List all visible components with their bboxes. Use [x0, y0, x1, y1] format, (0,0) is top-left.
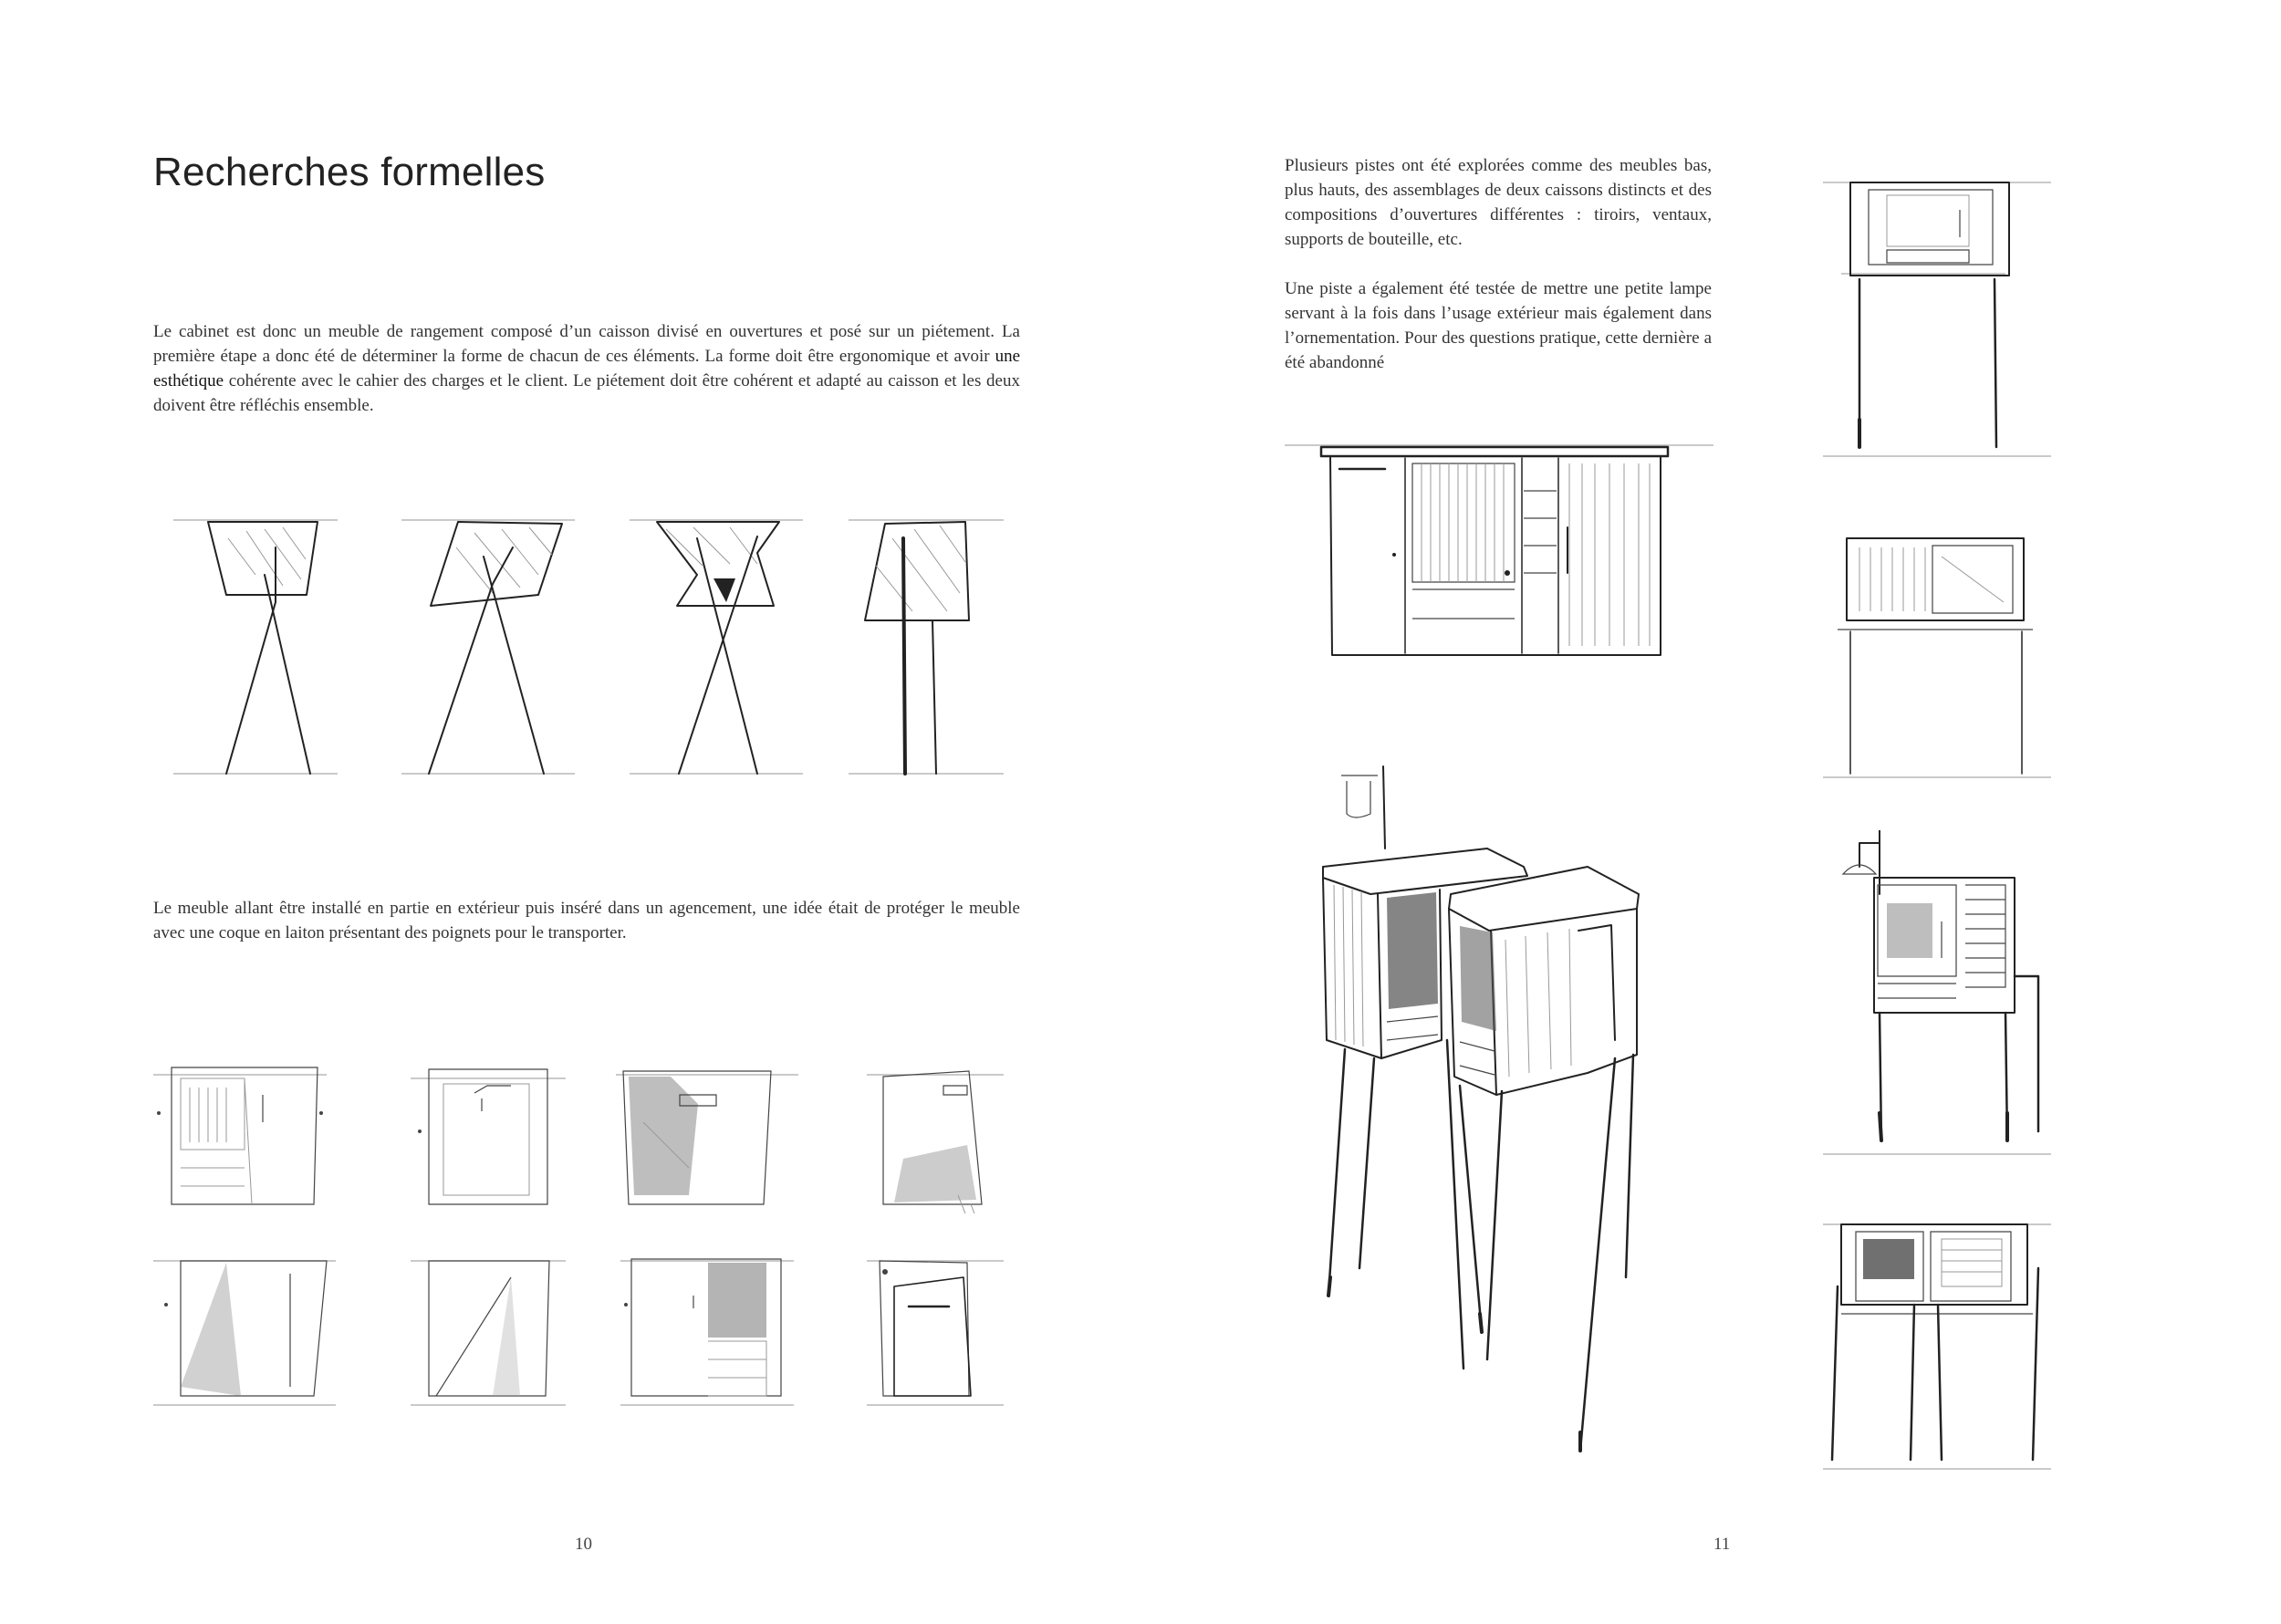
sketch-shell-2	[411, 1058, 566, 1209]
intro-paragraph-part-a: Le cabinet est donc un meuble de rangement composé d’un caisson divisé en ouvertures et posé sur un piétement. La première étape a donc été de déterminer la forme de chacun de ces éléments. La forme doit être ergonomique et avoir	[153, 322, 1020, 366]
sketch-double-cabinet	[1823, 1213, 2051, 1473]
lamp-paragraph: Une piste a également été testée de mettre une petite lampe servant à la fois dans l’usage extérieur mais également dans l’ornementation. Pour des questions pratique, cette dernière a été abandonné	[1285, 279, 1712, 372]
intro-paragraph-emphasis: une esthétique	[153, 347, 1020, 390]
sketch-leg-study-2	[401, 511, 575, 776]
sketch-shell-5	[153, 1250, 336, 1410]
sketch-leg-study-3	[630, 511, 803, 776]
sketch-leg-study-1	[173, 511, 338, 776]
sketch-perspective-cabinet	[1286, 730, 1715, 1460]
page-number-left: 10	[575, 1535, 592, 1554]
page-title: Recherches formelles	[153, 150, 546, 194]
sketch-shell-3	[616, 1058, 798, 1209]
intro-paragraph-part-b: cohérente avec le cahier des charges et le client. Le piétement doit être cohérent et adapté au caisson et les deux doivent être réfléchis ensemble.	[153, 371, 1020, 415]
sketch-shell-4	[867, 1058, 1004, 1213]
sketch-tall-cabinet-2	[1823, 529, 2051, 785]
page-number-right: 11	[1713, 1535, 1731, 1554]
sketch-shell-6	[411, 1250, 566, 1410]
sketch-low-cabinet	[1285, 436, 1713, 673]
sketch-tall-cabinet-lamp	[1823, 830, 2051, 1159]
sketch-shell-7	[620, 1250, 794, 1410]
sketch-shell-1	[153, 1058, 327, 1209]
left-page	[0, 0, 1140, 1624]
right-page	[1140, 0, 2281, 1624]
sketch-shell-8	[867, 1250, 1004, 1410]
sketch-tall-cabinet-1	[1823, 173, 2051, 465]
explorations-paragraph: Plusieurs pistes ont été explorées comme des meubles bas, plus hauts, des assemblages de deux caissons distincts et des compositions d’ouvertures différentes : tiroirs, ventaux, supports de bouteille, etc.	[1285, 156, 1712, 249]
shell-paragraph: Le meuble allant être installé en partie en extérieur puis inséré dans un agencement, une idée était de protéger le meuble avec une coque en laiton présentant des poignets pour le transporter.	[153, 899, 1020, 942]
sketch-leg-study-4	[849, 511, 1004, 776]
intro-paragraph	[153, 319, 1020, 418]
